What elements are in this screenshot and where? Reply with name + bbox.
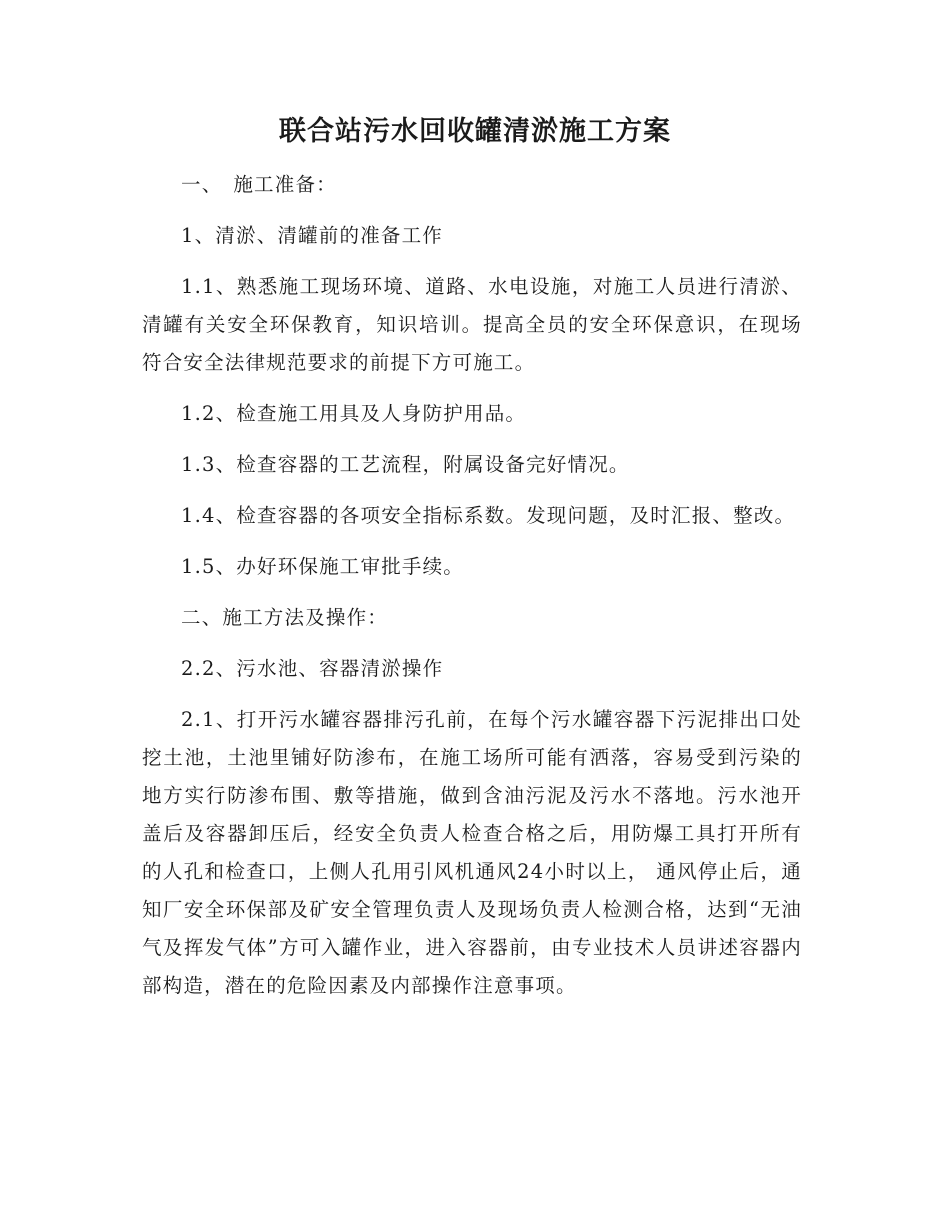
paragraph-1-5: 1.5、办好环保施工审批手续。 bbox=[181, 555, 465, 578]
paragraph-1-2: 1.2、检查施工用具及人身防护用品。 bbox=[181, 402, 527, 425]
section-heading-methods: 二、施工方法及操作： bbox=[181, 606, 389, 629]
section-heading-preparation: 一、 施工准备： bbox=[181, 173, 337, 196]
paragraph-1-3: 1.3、检查容器的工艺流程，附属设备完好情况。 bbox=[181, 453, 630, 476]
subsection-heading-cleaning-operation: 2.2、污水池、容器清淤操作 bbox=[181, 657, 444, 680]
document-body bbox=[142, 166, 802, 1018]
document-title: 联合站污水回收罐清淤施工方案 bbox=[279, 116, 671, 147]
paragraph-1-4: 1.4、检查容器的各项安全指标系数。发现问题，及时汇报、整改。 bbox=[181, 504, 796, 527]
subsection-heading-pre-cleaning: 1、清淤、清罐前的准备工作 bbox=[181, 224, 444, 247]
paragraph-1-1: 1.1、熟悉施工现场环境、道路、水电设施，对施工人员进行清淤、清罐有关安全环保教育，知识培训。提高全员的安全环保意识，在现场符合安全法律规范要求的前提下方可施工。 bbox=[142, 275, 802, 374]
paragraph-2-1: 2.1、打开污水罐容器排污孔前，在每个污水罐容器下污泥排出口处挖土池，土池里铺好防渗布，在施工场所可能有洒落，容易受到污染的地方实行防渗布围、敷等措施，做到含油污泥及污水不落地。污水池开盖后及容器卸压后，经安全负责人检查合格之后，用防爆工具打开所有的人孔和检查口，上侧人孔用引风机通风24小时以上， 通风停止后，通知厂安全环保部及矿安全管理负责人及现场负责人检测合格，达到“无油气及挥发气体”方可入罐作业，进入容器前，由专业技术人员讲述容器内部构造，潜在的危险因素及内部操作注意事项。 bbox=[142, 708, 802, 997]
